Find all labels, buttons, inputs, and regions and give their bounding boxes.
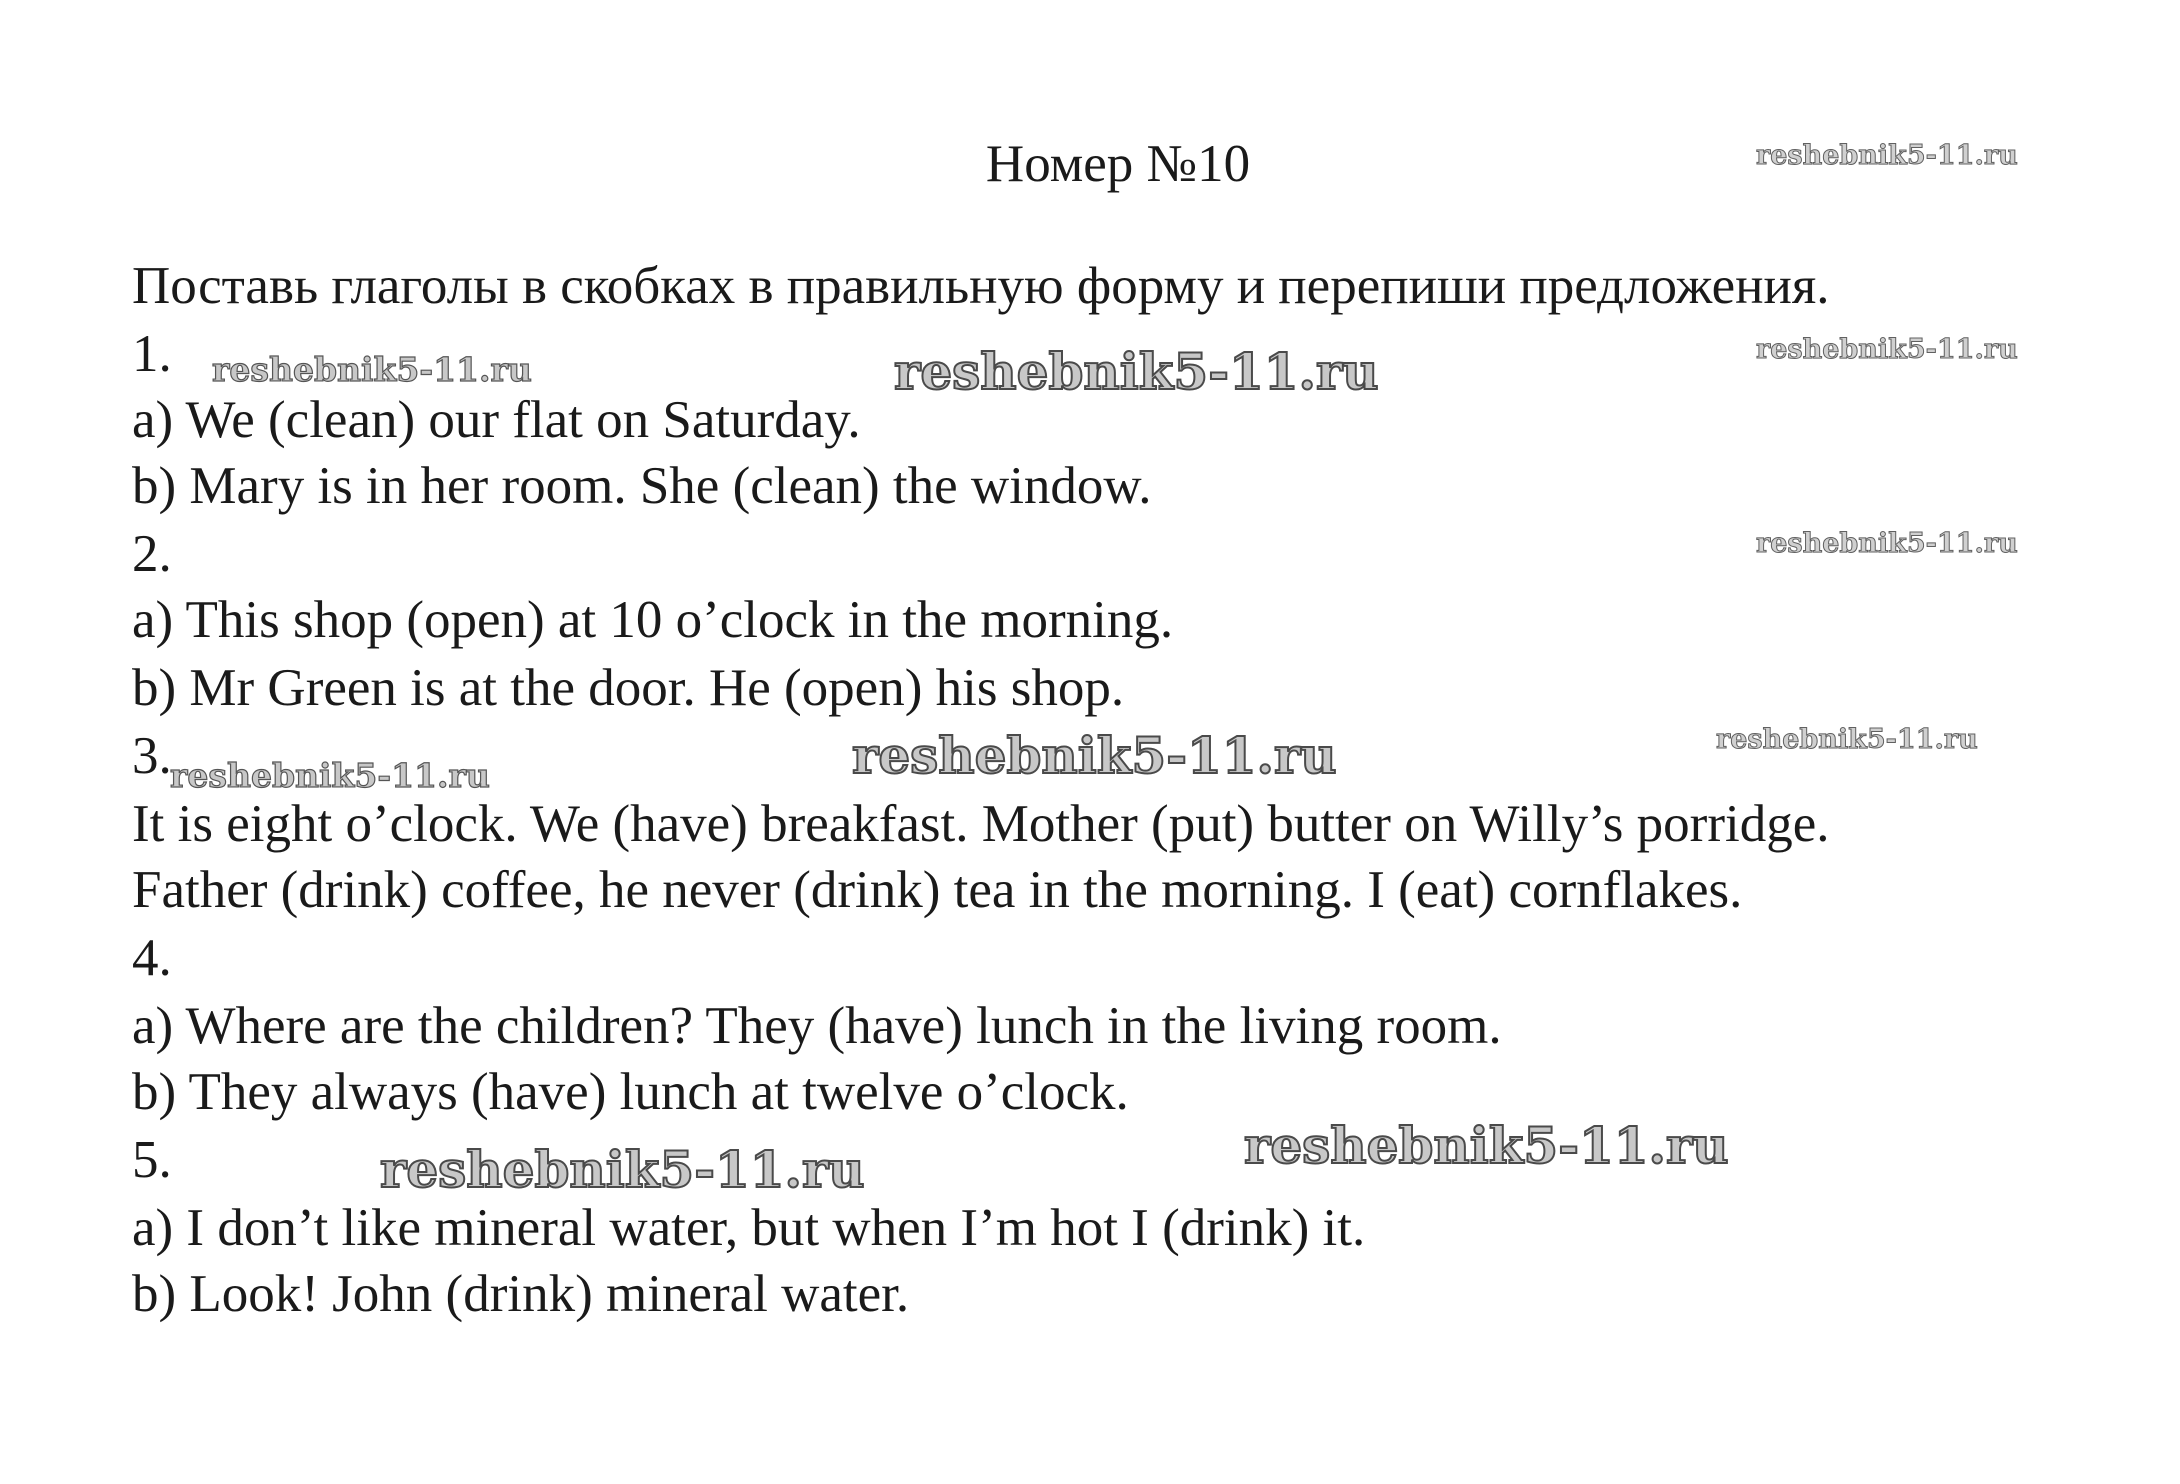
watermark: reshebnik5-11.ru	[1756, 334, 2018, 365]
sentence-2a: a) This shop (open) at 10 o’clock in the morning.	[132, 591, 1174, 649]
instruction-text: Поставь глаголы в скобках в правильную форму и перепиши предложения.	[132, 257, 1830, 315]
watermark: reshebnik5-11.ru	[1756, 140, 2018, 171]
watermark: reshebnik5-11.ru	[852, 726, 1337, 785]
sentence-3-line2: Father (drink) coffee, he never (drink) tea in the morning. I (eat) cornflakes.	[132, 861, 1743, 919]
exercise-number-4: 4.	[132, 929, 172, 987]
exercise-number-2: 2.	[132, 525, 172, 583]
exercise-number-1: 1.	[132, 325, 172, 383]
sentence-2b: b) Mr Green is at the door. He (open) his shop.	[132, 659, 1125, 717]
watermark: reshebnik5-11.ru	[1716, 724, 1978, 755]
sentence-4a: a) Where are the children? They (have) lunch in the living room.	[132, 997, 1502, 1055]
sentence-5a: a) I don’t like mineral water, but when I’m hot I (drink) it.	[132, 1199, 1366, 1257]
watermark: reshebnik5-11.ru	[170, 756, 490, 795]
watermark: reshebnik5-11.ru	[212, 350, 532, 389]
sentence-3-line1: It is eight o’clock. We (have) breakfast. Mother (put) butter on Willy’s porridge.	[132, 795, 1830, 853]
exercise-number-5: 5.	[132, 1131, 172, 1189]
watermark: reshebnik5-11.ru	[894, 342, 1379, 401]
watermark: reshebnik5-11.ru	[1756, 528, 2018, 559]
page-title: Номер №10	[985, 135, 1251, 193]
sentence-5b: b) Look! John (drink) mineral water.	[132, 1265, 910, 1323]
watermark: reshebnik5-11.ru	[380, 1140, 865, 1199]
sentence-4b: b) They always (have) lunch at twelve o’clock.	[132, 1063, 1129, 1121]
watermark: reshebnik5-11.ru	[1244, 1116, 1729, 1175]
sentence-1b: b) Mary is in her room. She (clean) the window.	[132, 457, 1152, 515]
exercise-number-3: 3.	[132, 727, 172, 785]
sentence-1a: a) We (clean) our flat on Saturday.	[132, 391, 861, 449]
